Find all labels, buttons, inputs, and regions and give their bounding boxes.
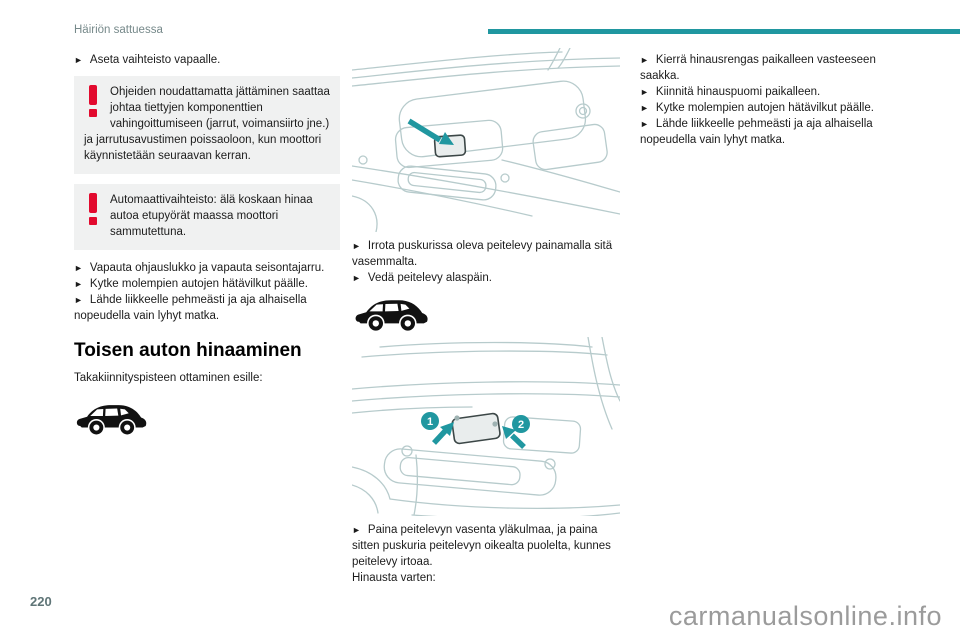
towing-intro-text: Hinausta varten: bbox=[352, 572, 436, 584]
right-column bbox=[640, 52, 906, 148]
warning-text: Ohjeiden noudattamatta jättäminen saattaa johtaa tiettyjen komponenttien vahingoittumiseen (jarrut, voimansiirto jne.) ja jarrutusavustimen poissaoloon, kun moottori käynnistetään seuraavan kerran. bbox=[84, 86, 330, 162]
bullet-arrow-icon: ► bbox=[640, 103, 649, 113]
instruction-text: Paina peitelevyn vasenta yläkulmaa, ja paina sitten puskuria peitelevyn oikealta puolelta, kunnes peitelevy irtoaa. bbox=[352, 524, 611, 568]
instruction-text: Lähde liikkeelle pehmeästi ja aja alhaisella nopeudella vain lyhyt matka. bbox=[74, 294, 307, 322]
figure2-instructions bbox=[352, 522, 620, 586]
middle-column bbox=[352, 48, 620, 586]
instruction-bullet bbox=[640, 84, 906, 100]
instruction-bullet bbox=[352, 522, 620, 570]
bullet-arrow-icon: ► bbox=[74, 55, 83, 65]
warning-exclamation-icon bbox=[84, 84, 110, 118]
instruction-bullet bbox=[74, 292, 340, 324]
step2-label: 2 bbox=[517, 419, 525, 431]
instruction-text: Lähde liikkeelle pehmeästi ja aja alhaisella nopeudella vain lyhyt matka. bbox=[640, 118, 873, 146]
instruction-bullet bbox=[640, 100, 906, 116]
warning-exclamation-icon bbox=[84, 192, 110, 226]
page-number: 220 bbox=[30, 594, 52, 609]
bullet-arrow-icon: ► bbox=[640, 55, 649, 65]
rear-bumper-towing-cover-figure bbox=[352, 337, 620, 516]
instruction-bullet bbox=[640, 116, 906, 148]
section-heading: Toisen auton hinaaminen bbox=[74, 340, 302, 361]
instruction-text: Kytke molempien autojen hätävilkut päälle. bbox=[89, 278, 308, 290]
figure1-instructions bbox=[352, 238, 620, 286]
bullet-arrow-icon: ► bbox=[352, 525, 361, 535]
step1-label: 1 bbox=[426, 416, 434, 428]
instruction-text: Aseta vaihteisto vapaalle. bbox=[89, 54, 221, 66]
bullet-arrow-icon: ► bbox=[352, 273, 361, 283]
warning-text: Automaattivaihteisto: älä koskaan hinaa autoa etupyörät maassa moottori sammutettuna. bbox=[110, 194, 313, 238]
car-silhouette-icon bbox=[74, 398, 148, 437]
instruction-bullet bbox=[74, 52, 340, 68]
bullet-arrow-icon: ► bbox=[640, 87, 649, 97]
watermark-text: carmanualsonline.info bbox=[668, 601, 942, 631]
header-accent-bar bbox=[488, 29, 960, 34]
bullet-arrow-icon: ► bbox=[74, 295, 83, 305]
left-column bbox=[74, 52, 340, 437]
bullet-arrow-icon: ► bbox=[640, 119, 649, 129]
chapter-title: Häiriön sattuessa bbox=[74, 24, 163, 36]
instruction-text: Kiinnitä hinauspuomi paikalleen. bbox=[655, 86, 821, 98]
car-silhouette-icon bbox=[352, 293, 430, 333]
instruction-bullet bbox=[74, 276, 340, 292]
front-bumper-towing-cover-figure bbox=[352, 48, 620, 232]
section-intro-text: Takakiinnityspisteen ottaminen esille: bbox=[74, 372, 263, 384]
step2-number-badge bbox=[512, 415, 530, 433]
instruction-bullet bbox=[640, 52, 906, 84]
instruction-text: Kierrä hinausrengas paikalleen vasteeseen saakka. bbox=[640, 54, 876, 82]
warning-box bbox=[74, 76, 340, 174]
instruction-text: Kytke molempien autojen hätävilkut päälle. bbox=[655, 102, 874, 114]
instruction-text: Vapauta ohjauslukko ja vapauta seisontajarru. bbox=[89, 262, 325, 274]
bullet-arrow-icon: ► bbox=[74, 279, 83, 289]
bullet-arrow-icon: ► bbox=[352, 241, 361, 251]
warning-box bbox=[74, 184, 340, 250]
bullet-arrow-icon: ► bbox=[74, 263, 83, 273]
instruction-bullet bbox=[352, 238, 620, 270]
instruction-bullet bbox=[352, 270, 620, 286]
instruction-text: Irrota puskurissa oleva peitelevy painamalla sitä vasemmalta. bbox=[352, 240, 613, 268]
instruction-text: Vedä peitelevy alaspäin. bbox=[367, 272, 492, 284]
step1-number-badge bbox=[421, 412, 439, 430]
instruction-bullet bbox=[74, 260, 340, 276]
